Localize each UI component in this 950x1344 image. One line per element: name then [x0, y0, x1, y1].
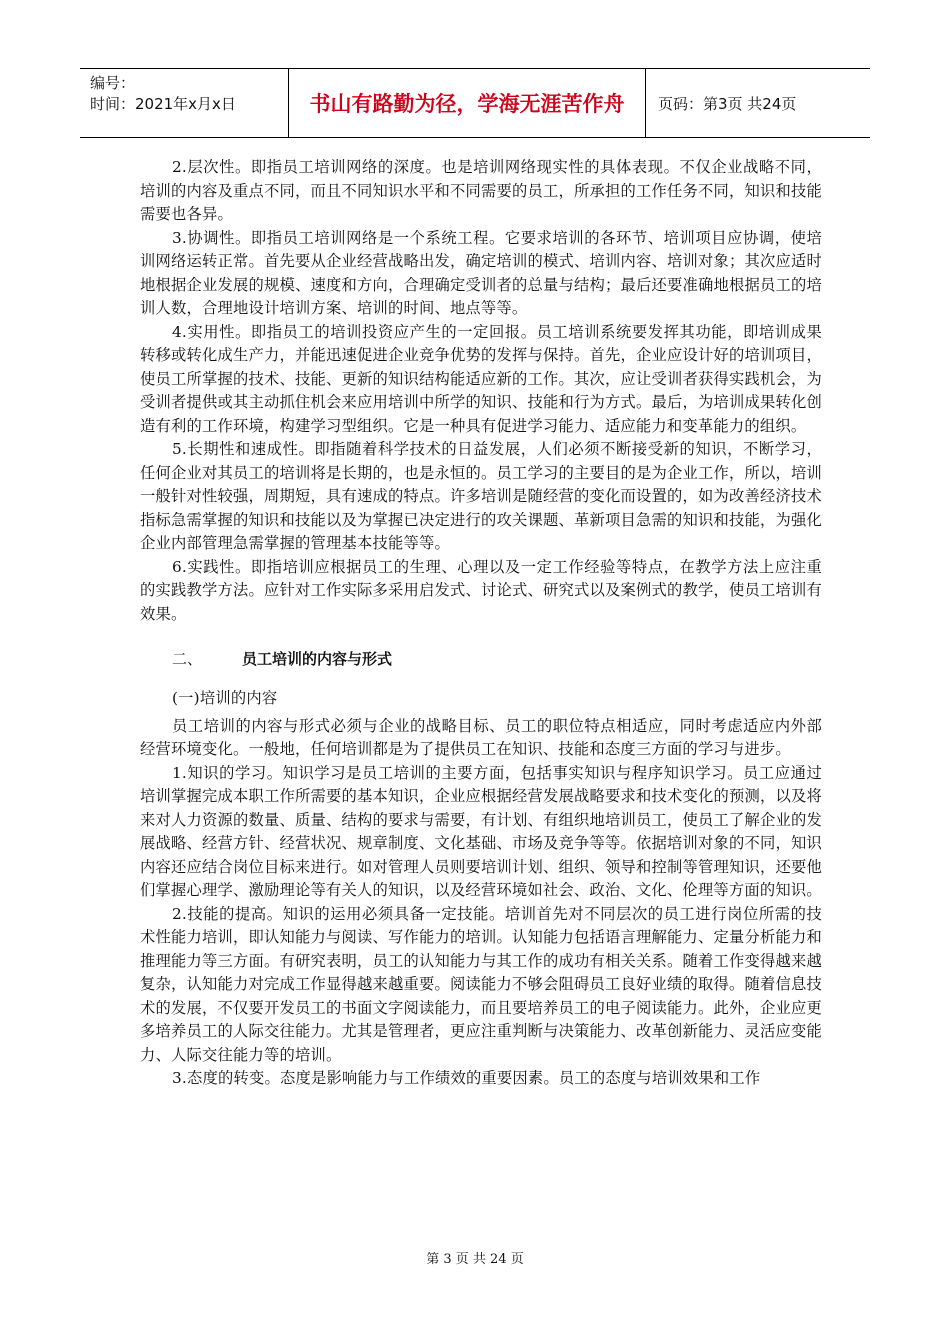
paragraph: 3.态度的转变。态度是影响能力与工作绩效的重要因素。员工的态度与培训效果和工作 — [172, 1069, 761, 1087]
page-footer: 第 3 页 共 24 页 — [426, 1252, 524, 1267]
header-time-label: 时间：2021年x月x日 — [90, 95, 236, 113]
document-body — [140, 156, 822, 1091]
header-meta — [80, 69, 289, 137]
header-number-label: 编号： — [90, 74, 136, 92]
paragraph: 4.实用性。即指员工的培训投资应产生的一定回报。员工培训系统要发挥其功能，即培训成果转移或转化成生产力，并能迅速促进企业竞争优势的发挥与保持。首先，企业应设计好的培训项目，使员工所掌握的技术、技能、更新的知识结构能适应新的工作。其次，应让受训者获得实践机会，为受训者提供或其主动抓住机会来应用培训中所学的知识、技能和行为方式。最后，为培训成果转化创造有利的工作环境，构建学习型组织。它是一种具有促进学习能力、适应能力和变革能力的组织。 — [140, 322, 822, 435]
paragraph: 1.知识的学习。知识学习是员工培训的主要方面，包括事实知识与程序知识学习。员工应通过培训掌握完成本职工作所需要的基本知识，企业应根据经营发展战略要求和技术变化的预测，以及将来对人力资源的数量、质量、结构的要求与需要，有计划、有组织地培训员工，使员工了解企业的发展战略、经营方针、经营状况、规章制度、文化基础、市场及竞争等等。依据培训对象的不同，知识内容还应结合岗位目标来进行。如对管理人员则要培训计划、组织、领导和控制等管理知识，还要他们掌握心理学、激励理论等有关人的知识，以及经营环境如社会、政治、文化、伦理等方面的知识。 — [140, 763, 822, 899]
paragraph: 2.技能的提高。知识的运用必须具备一定技能。培训首先对不同层次的员工进行岗位所需的技术性能力培训，即认知能力与阅读、写作能力的培训。认知能力包括语言理解能力、定量分析能力和推理能力等三方面。有研究表明，员工的认知能力与其工作的成功有相关关系。随着工作变得越来越复杂，认知能力对完成工作显得越来越重要。阅读能力不够会阻碍员工良好业绩的取得。随着信息技术的发展，不仅要开发员工的书面文字阅读能力，而且要培养员工的电子阅读能力。此外，企业应更多培养员工的人际交往能力。尤其是管理者，更应注重判断与决策能力、改革创新能力、灵活应变能力、人际交往能力等的培训。 — [140, 904, 822, 1064]
subsection-heading: (一)培训的内容 — [172, 689, 278, 707]
header-motto: 书山有路勤为径，学海无涯苦作舟 — [289, 69, 646, 137]
paragraph: 3.协调性。即指员工培训网络是一个系统工程。它要求培训的各环节、培训项目应协调，使培训网络运转正常。首先要从企业经营战略出发，确定培训的模式、培训内容、培训对象；其次应适时地根据企业发展的规模、速度和方向，合理确定受训者的总量与结构；最后还要准确地根据员工的培训人数，合理地设计培训方案、培训的时间、地点等等。 — [140, 228, 822, 317]
section-number: 二、 — [172, 650, 203, 668]
paragraph: 5.长期性和速成性。即指随着科学技术的日益发展，人们必须不断接受新的知识，不断学习，任何企业对其员工的培训将是长期的，也是永恒的。员工学习的主要目的是为企业工作，所以，培训一般针对性较强，周期短，具有速成的特点。许多培训是随经营的变化而设置的，如为改善经济技术指标急需掌握的知识和技能以及为掌握已决定进行的攻关课题、革新项目急需的知识和技能，为强化企业内部管理急需掌握的管理基本技能等等。 — [140, 440, 822, 552]
header-page-info: 页码：第3页 共24页 — [658, 94, 797, 113]
paragraph: 员工培训的内容与形式必须与企业的战略目标、员工的职位特点相适应，同时考虑适应内外部经营环境变化。一般地，任何培训都是为了提供员工在知识、技能和态度三方面的学习与进步。 — [140, 716, 822, 758]
paragraph: 6.实践性。即指培训应根据员工的生理、心理以及一定工作经验等特点，在教学方法上应注重的实践教学方法。应针对工作实际多采用启发式、讨论式、研究式以及案例式的教学，使员工培训有效果。 — [140, 557, 822, 623]
paragraph: 2.层次性。即指员工培训网络的深度。也是培训网络现实性的具体表现。不仅企业战略不同，培训的内容及重点不同，而且不同知识水平和不同需要的员工，所承担的工作任务不同，知识和技能需要也各异。 — [140, 158, 822, 223]
section-title: 员工培训的内容与形式 — [242, 650, 393, 668]
page-header — [80, 68, 870, 138]
section-heading — [172, 648, 822, 669]
